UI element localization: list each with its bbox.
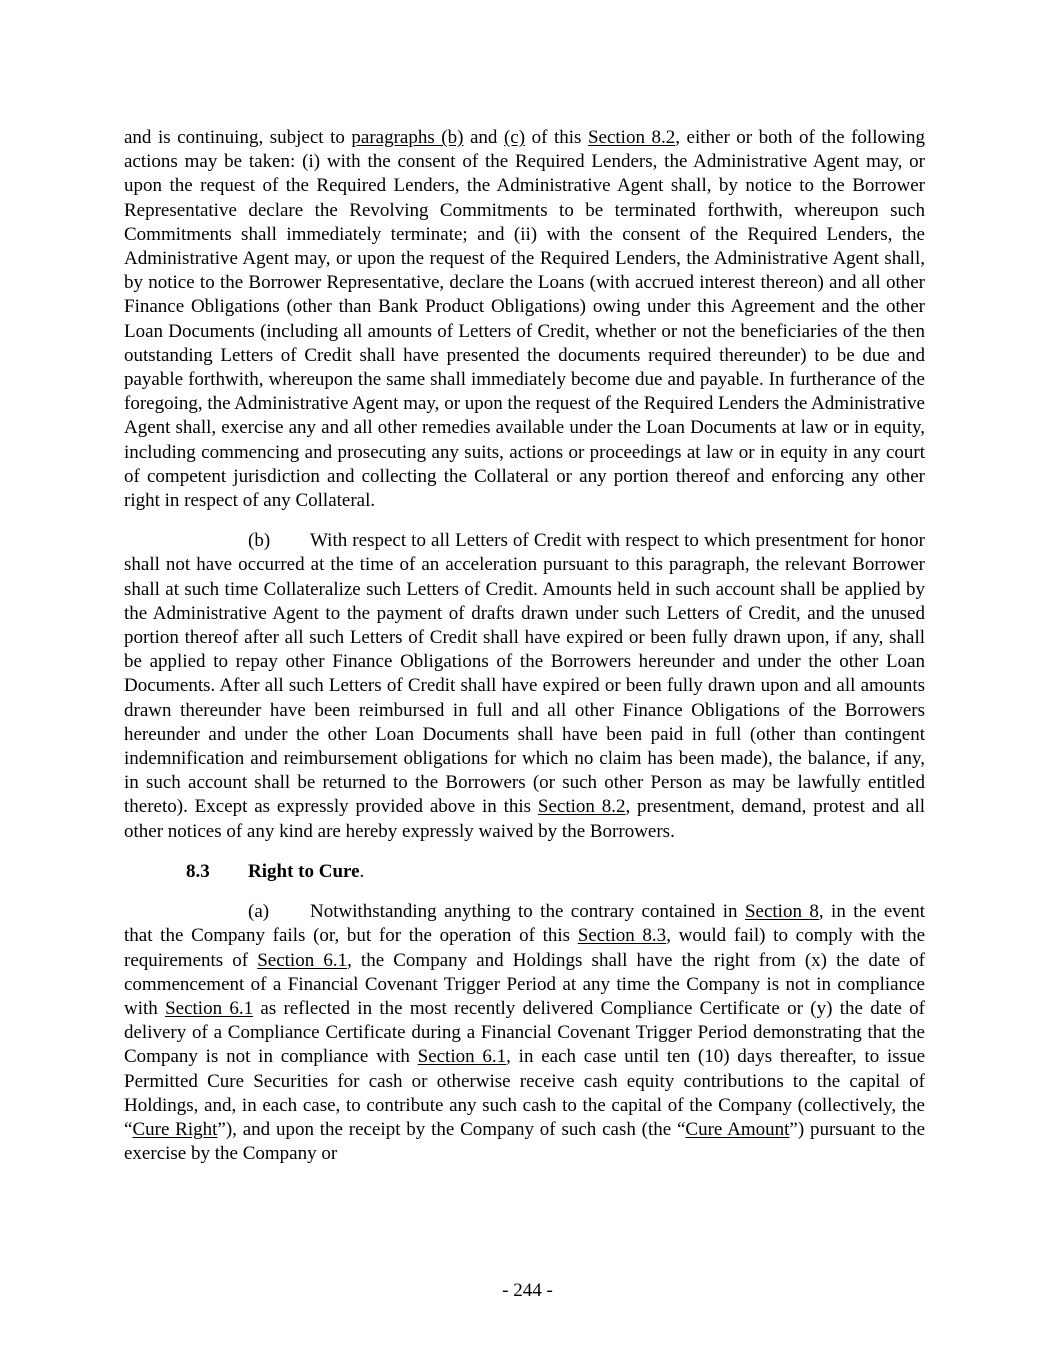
paragraph-acceleration: and is continuing, subject to paragraphs (b) and (c) of this Section 8.2, either or both of the following actions may be taken: (i) with the consent of the Required Lenders, the Administrative Agent may, or upon the request of the Required Lenders, the Administrative Agent shall, by notice to the Borrower Representative declare the Revolving Commitments to be terminated forthwith, whereupon such Commitments shall immediately terminate; and (ii) with the consent of the Required Lenders, the Administrative Agent may, or upon the request of the Required Lenders, the Administrative Agent shall, by notice to the Borrower Representative, declare the Loans (with accrued interest thereon) and all other Finance Obligations (other than Bank Product Obligations) owing under this Agreement and the other Loan Documents (including all amounts of Letters of Credit, whether or not the beneficiaries of the then outstanding Letters of Credit shall have presented the documents required thereunder) to be due and payable forthwith, whereupon the same shall immediately become due and payable. In furtherance of the foregoing, the Administrative Agent may, or upon the request of the Required Lenders the Administrative Agent shall, exercise any and all other remedies available under the Loan Documents at law or in equity, including commencing and prosecuting any suits, actions or proceedings at law or in equity in any court of competent jurisdiction and collecting the Collateral or any portion thereof and enforcing any other right in respect of any Collateral. bbox=[124, 127, 925, 512]
section-6-1-reference: Section 6.1 bbox=[165, 997, 254, 1019]
section-6-1-reference: Section 6.1 bbox=[417, 1046, 507, 1068]
section-8-3-reference: Section 8.3 bbox=[577, 925, 667, 947]
paragraph-c-reference: (c) bbox=[503, 127, 526, 148]
section-heading: 8.3 Right to Cure. bbox=[124, 860, 925, 884]
section-number: 8.3 bbox=[186, 860, 210, 882]
paragraph-b-letters-of-credit: (b) With respect to all Letters of Credit with respect to which presentment for honor shall not have occurred at the time of an acceleration pursuant to this paragraph, the relevant Borrower shall at such time Collateralize such Letters of Credit. Amounts held in such account shall be applied by the Administrative Agent to the payment of drafts drawn under such Letters of Credit, and the unused portion thereof after all such Letters of Credit shall have expired or been fully drawn upon, if any, shall be applied to repay other Finance Obligations of the Borrowers hereunder and under the other Loan Documents. After all such Letters of Credit shall have expired or been fully drawn upon and all amounts drawn thereunder have been reimbursed in full and all other Finance Obligations of the Borrowers hereunder and under the other Loan Documents shall have been paid in full (other than contingent indemnification and reimbursement obligations for which no claim has been made), the balance, if any, in such account shall be returned to the Borrowers (or such other Person as may be lawfully entitled thereto). Except as expressly provided above in this Section 8.2, presentment, demand, protest and all other notices of any kind are hereby expressly waived by the Borrowers. bbox=[124, 530, 925, 842]
paragraph-label: (a) bbox=[248, 901, 270, 923]
section-8-2-reference: Section 8.2 bbox=[587, 127, 676, 148]
paragraphs-b-reference: paragraphs (b) bbox=[351, 127, 464, 148]
section-8-reference: Section 8 bbox=[744, 901, 819, 923]
section-8-2-reference: Section 8.2 bbox=[537, 796, 626, 818]
paragraph-a-right-to-cure: (a) Notwithstanding anything to the contrary contained in Section 8, in the event that the Company fails (or, but for the operation of this Section 8.3, would fail) to comply with the requirements of Section 6.1, the Company and Holdings shall have the right from (x) the date of commencement of a Financial Covenant Trigger Period at any time the Company is not in compliance with Section 6.1 as reflected in the most recently delivered Compliance Certificate or (y) the date of delivery of a Compliance Certificate during a Financial Covenant Trigger Period demonstrating that the Company is not in compliance with Section 6.1, in each case until ten (10) days thereafter, to issue Permitted Cure Securities for cash or otherwise receive cash equity contributions to the capital of Holdings, and, in each case, to contribute any such cash to the capital of the Company (collectively, the “Cure Right”), and upon the receipt by the Company of such cash (the “Cure Amount”) pursuant to the exercise by the Company or bbox=[124, 901, 926, 1165]
cure-right-term: Cure Right bbox=[132, 1118, 218, 1140]
section-6-1-reference: Section 6.1 bbox=[257, 949, 348, 971]
paragraph-label: (b) bbox=[248, 530, 271, 552]
page-number: - 244 - bbox=[502, 1280, 553, 1301]
section-title: Right to Cure bbox=[248, 860, 360, 882]
document-page bbox=[124, 126, 925, 1166]
cure-amount-term: Cure Amount bbox=[685, 1118, 790, 1140]
